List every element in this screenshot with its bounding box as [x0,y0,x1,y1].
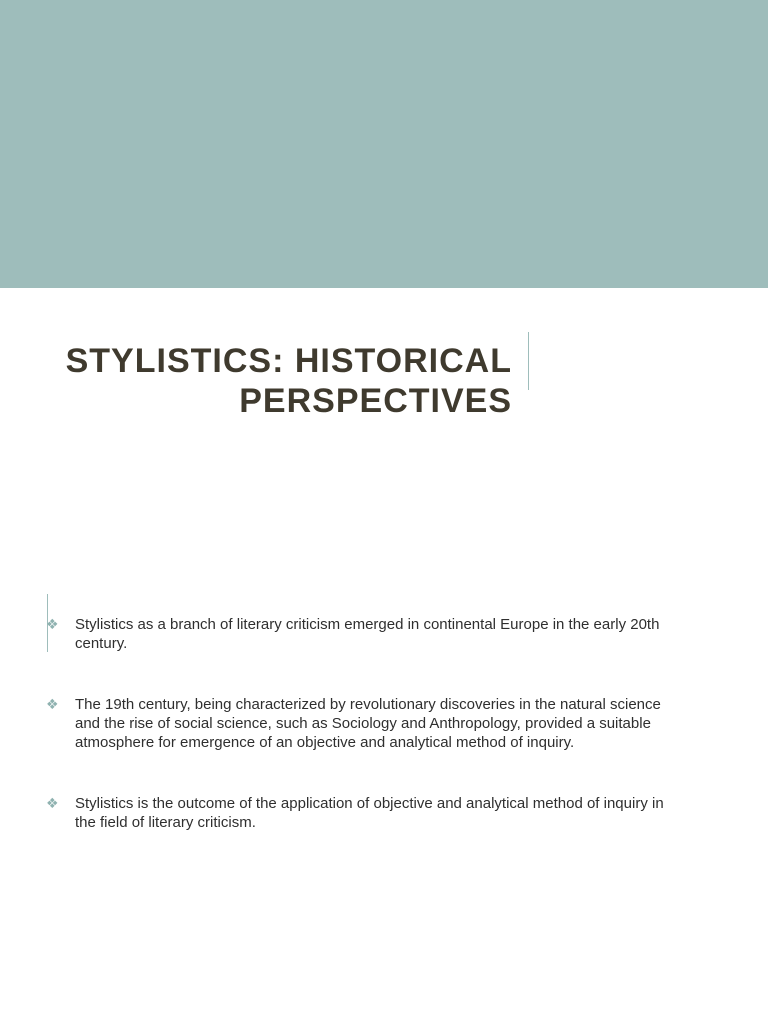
bullet-list [46,615,686,832]
title-divider [528,332,529,390]
bullet-text: Stylistics is the outcome of the application of objective and analytical method of inquiry in the field of literary criticism. [75,795,664,831]
bullet-text: Stylistics as a branch of literary criticism emerged in continental Europe in the early 20th century. [75,616,660,652]
diamond-cluster-icon: ❖ [46,795,59,811]
slide-title [40,341,512,421]
bullet-text: The 19th century, being characterized by revolutionary discoveries in the natural science and the rise of social science, such as Sociology and Anthropology, provided a suitable atmosphere for emergence of an objective and analytical method of inquiry. [75,696,661,751]
diamond-cluster-icon: ❖ [46,616,59,632]
diamond-cluster-icon: ❖ [46,696,59,712]
slide-title-line-1: STYLISTICS: HISTORICAL [65,341,512,380]
header-band [0,0,768,288]
bullet-item [46,615,686,653]
bullet-item [46,695,686,752]
slide-title-line-2: PERSPECTIVES [239,381,512,420]
bullet-item [46,794,686,832]
